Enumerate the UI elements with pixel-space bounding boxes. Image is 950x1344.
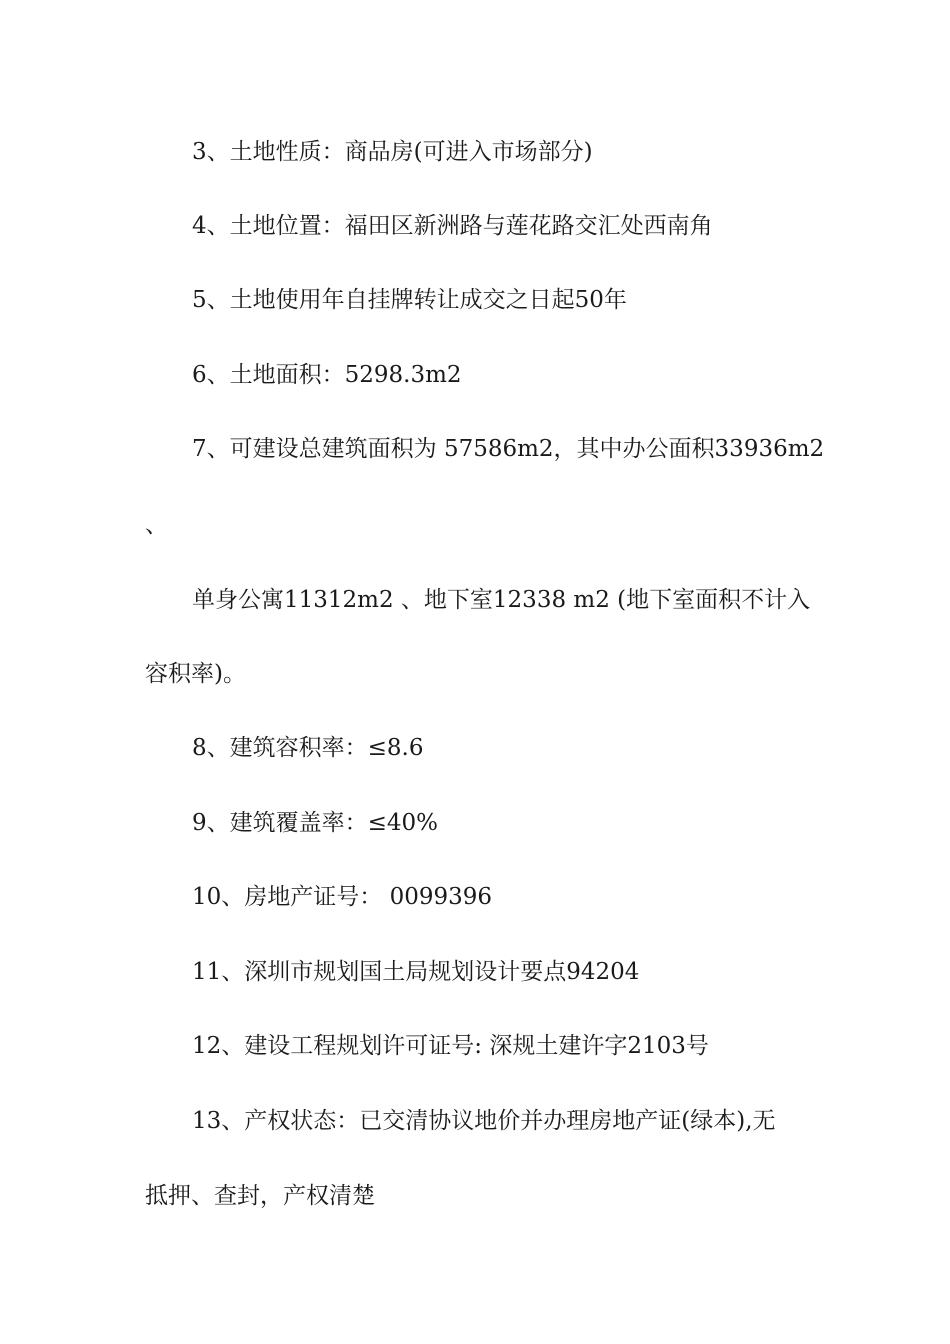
item-7-building-area: 7、可建设总建筑面积为 57586m2，其中办公面积33936m2: [192, 436, 825, 462]
item-12-planning-permit: 12、建设工程规划许可证号: 深规土建许字2103号: [192, 1033, 709, 1059]
item-4-land-location: 4、土地位置：福田区新洲路与莲花路交汇处西南角: [192, 213, 713, 239]
item-13-property-status: 13、产权状态：已交清协议地价并办理房地产证(绿本),无: [192, 1108, 776, 1134]
item-7-apartment-basement: 单身公寓11312m2 、地下室12338 m2 (地下室面积不计入: [192, 587, 811, 613]
item-7-continuation: 容积率)。: [145, 661, 246, 687]
item-8-plot-ratio: 8、建筑容积率：≤8.6: [192, 735, 424, 761]
item-10-property-certificate: 10、房地产证号： 0099396: [192, 884, 493, 910]
item-11-planning-points: 11、深圳市规划国土局规划设计要点94204: [192, 959, 640, 985]
item-6-land-area: 6、土地面积：5298.3m2: [192, 362, 462, 388]
item-7-continuation-mark: 、: [145, 512, 168, 538]
item-3-land-nature: 3、土地性质：商品房(可进入市场部分): [192, 139, 593, 165]
item-9-coverage-ratio: 9、建筑覆盖率：≤40%: [192, 810, 439, 836]
item-5-land-use-term: 5、土地使用年自挂牌转让成交之日起50年: [192, 287, 627, 313]
item-13-continuation: 抵押、查封，产权清楚: [145, 1183, 375, 1209]
